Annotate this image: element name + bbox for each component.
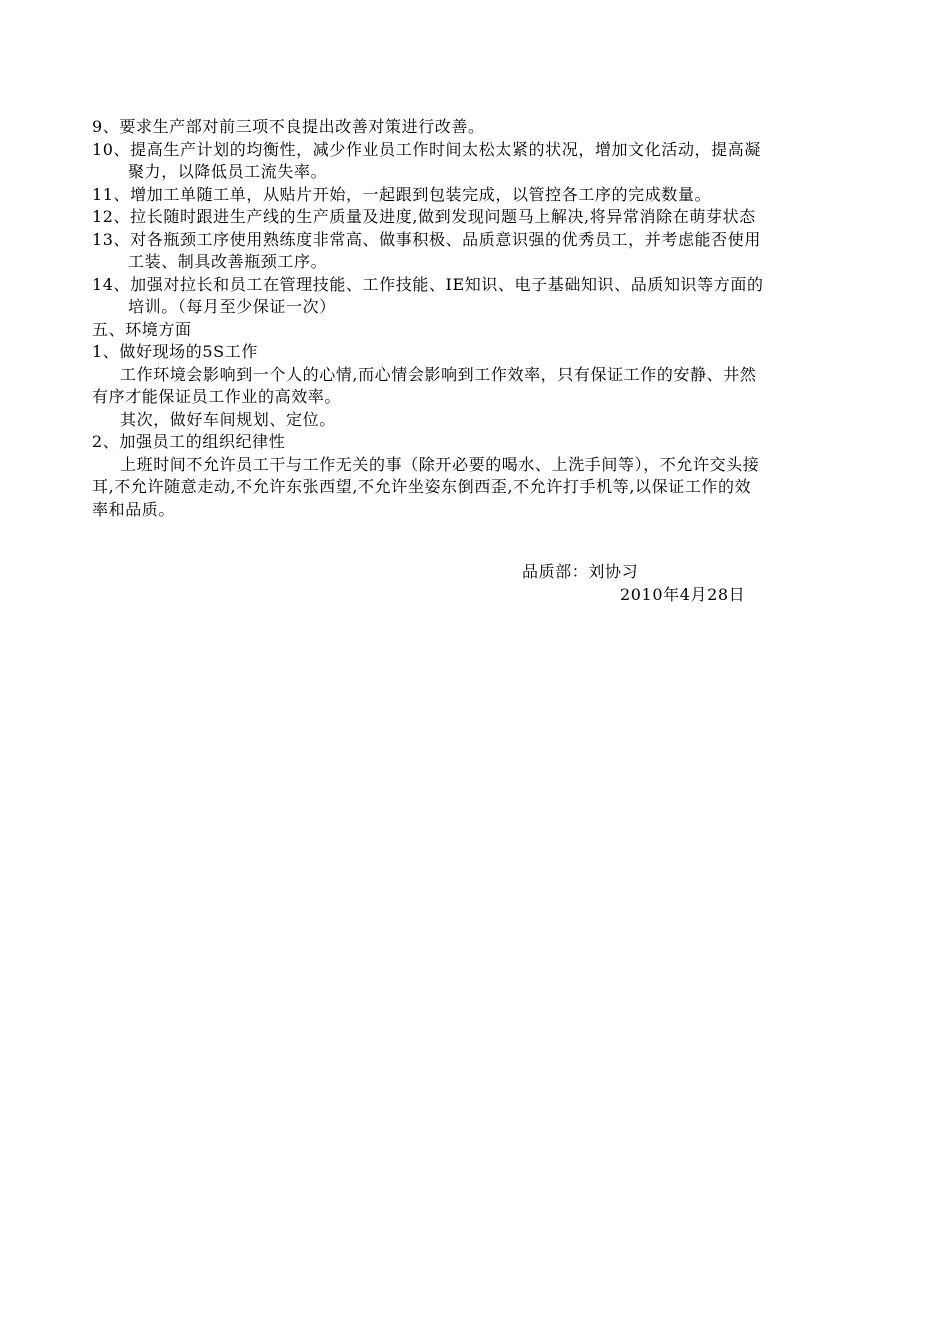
item-9: 9、要求生产部对前三项不良提出改善对策进行改善。 — [92, 117, 485, 136]
item-10-line-2: 聚力，以降低员工流失率。 — [128, 162, 328, 181]
signature-author: 品质部：刘协习 — [522, 562, 639, 581]
subsection-1-paragraph-1-line-2: 有序才能保证员工作业的高效率。 — [92, 387, 342, 406]
item-13-line-1: 13、对各瓶颈工序使用熟练度非常高、做事积极、品质意识强的优秀员工，并考虑能否使用 — [92, 229, 761, 249]
item-13-line-2: 工装、制具改善瓶颈工序。 — [128, 252, 328, 271]
subsection-1-heading: 1、做好现场的5S工作 — [92, 342, 258, 361]
section-5-heading: 五、环境方面 — [92, 319, 192, 339]
signature-block — [522, 560, 745, 606]
item-11: 11、增加工单随工单，从贴片开始，一起跟到包装完成，以管控各工序的完成数量。 — [92, 184, 712, 204]
subsection-1-paragraph-1-line-1: 工作环境会影响到一个人的心情,而心情会影响到工作效率，只有保证工作的安静、井然 — [120, 364, 757, 384]
subsection-2-heading: 2、加强员工的组织纪律性 — [92, 432, 286, 451]
subsection-1-paragraph-2: 其次，做好车间规划、定位。 — [120, 409, 336, 429]
item-14-line-2: 培训。（每月至少保证一次） — [128, 297, 336, 316]
document-body — [92, 116, 882, 521]
item-10-line-1: 10、提高生产计划的均衡性，减少作业员工作时间太松太紧的状况，增加文化活动，提高凝 — [92, 139, 761, 159]
item-12: 12、拉长随时跟进生产线的生产质量及进度,做到发现问题马上解决,将异常消除在萌芽状态 — [92, 207, 756, 226]
subsection-2-paragraph-line-3: 率和品质。 — [92, 499, 176, 519]
subsection-2-paragraph-line-1: 上班时间不允许员工干与工作无关的事（除开必要的喝水、上洗手间等），不允许交头接 — [120, 454, 760, 474]
item-14-line-1: 14、加强对拉长和员工在管理技能、工作技能、IE知识、电子基础知识、品质知识等方面的 — [92, 274, 764, 294]
signature-date: 2010年4月28日 — [620, 585, 746, 604]
subsection-2-paragraph-line-2: 耳,不允许随意走动,不允许东张西望,不允许坐姿东倒西歪,不允许打手机等,以保证工作的效 — [92, 477, 752, 496]
